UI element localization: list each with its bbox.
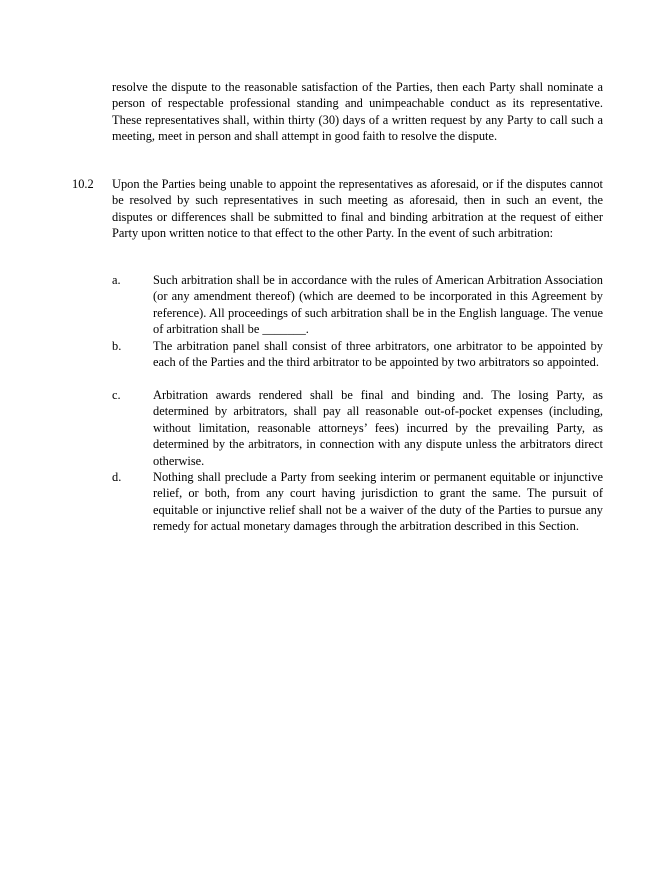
item-c-text: Arbitration awards rendered shall be final and binding and. The losing Party, as determined by arbitrators, shall pay all reasonable out-of-pocket expenses (including, without limitation, reasonable attorneys’ fees) incurred by the prevailing Party, as determined by the arbitrators, in connection with any dispute unless the arbitrators direct otherwise. (153, 388, 603, 468)
item-b-letter: b. (112, 339, 122, 353)
item-d-letter: d. (112, 470, 122, 484)
item-a-text: Such arbitration shall be in accordance with the rules of American Arbitration Association (or any amendment thereof) (which are deemed to be incorporated in this Agreement by reference). All proceedings of such arbitration shall be in the English language. The venue of arbitration shall be _______. (153, 273, 603, 337)
continuation-paragraph: resolve the dispute to the reasonable satisfaction of the Parties, then each Party shall nominate a person of respectable professional standing and unimpeachable conduct as its representative. These representatives shall, within thirty (30) days of a written request by any Party to call such a meeting, meet in person and shall attempt in good faith to resolve the dispute. (112, 80, 603, 144)
item-b-text: The arbitration panel shall consist of three arbitrators, one arbitrator to be appointed by each of the Parties and the third arbitrator to be appointed by two arbitrators so appointed. (153, 339, 603, 370)
section-number-10-2: 10.2 (72, 177, 94, 191)
item-c-letter: c. (112, 388, 121, 402)
section-10-2-text: Upon the Parties being unable to appoint the representatives as aforesaid, or if the disputes cannot be resolved by such representatives in such meeting as aforesaid, then in such an event, the disputes or differences shall be submitted to final and binding arbitration at the request of either Party upon written notice to that effect to the other Party. In the event of such arbitration: (112, 177, 603, 241)
item-d-text: Nothing shall preclude a Party from seeking interim or permanent equitable or injunctive relief, or both, from any court having jurisdiction to grant the same. The pursuit of equitable or injunctive relief shall not be a waiver of the duty of the Parties to pursue any remedy for actual monetary damages through the arbitration described in this Section. (153, 470, 603, 534)
item-a-letter: a. (112, 273, 121, 287)
